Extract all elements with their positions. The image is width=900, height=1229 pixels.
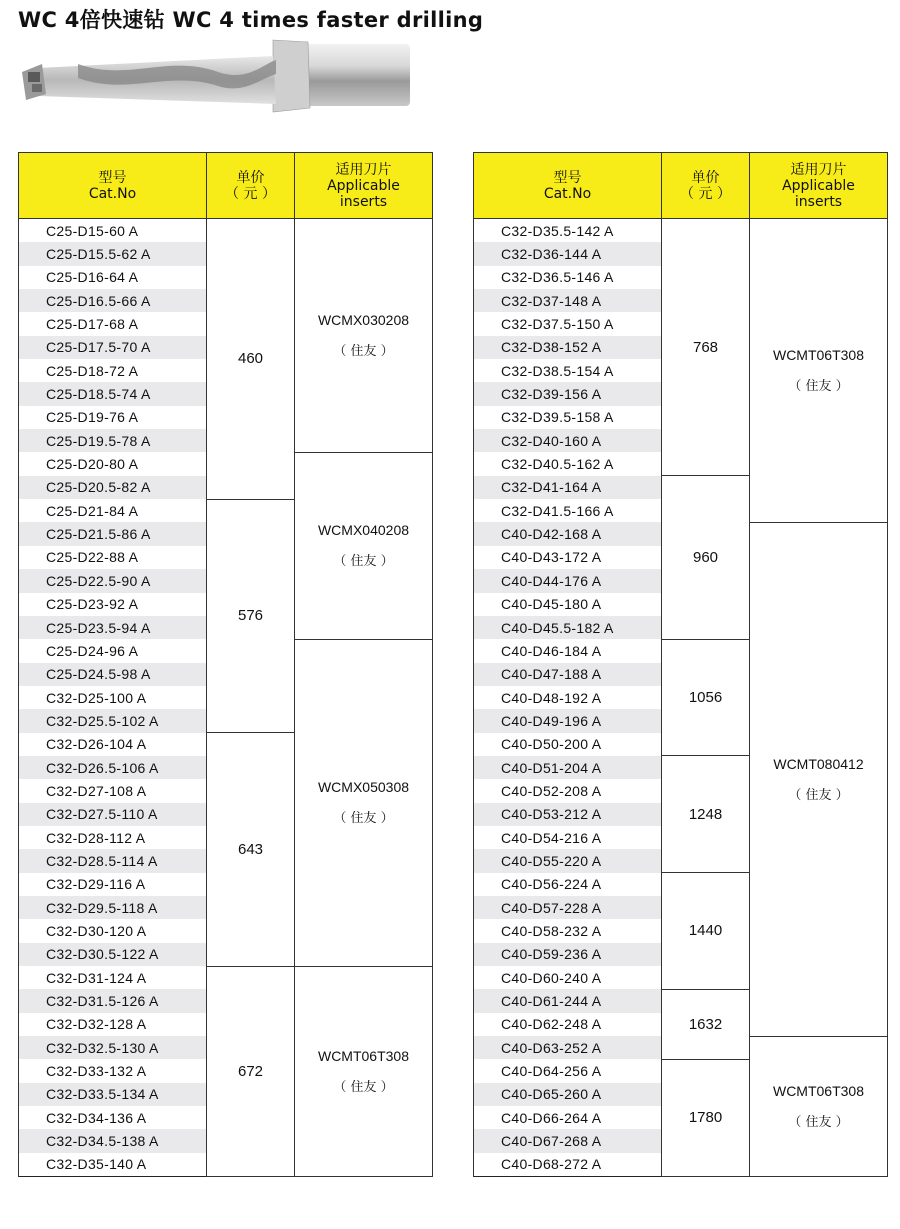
cat-no-cell: C40-D53-212 A xyxy=(474,803,662,826)
cat-no-cell: C40-D58-232 A xyxy=(474,919,662,942)
insert-cell xyxy=(295,219,433,453)
cat-no-cell: C32-D30.5-122 A xyxy=(19,943,207,966)
cat-no-cell: C32-D26-104 A xyxy=(19,733,207,756)
cat-no-cell: C32-D39-156 A xyxy=(474,382,662,405)
cat-no-cell: C32-D29.5-118 A xyxy=(19,896,207,919)
left-table-body xyxy=(19,219,433,1177)
cat-no-cell: C32-D29-116 A xyxy=(19,873,207,896)
insert-maker: （ 住友 ） xyxy=(333,811,394,827)
price-cell: 1440 xyxy=(662,873,750,990)
cat-no-cell: C25-D24.5-98 A xyxy=(19,663,207,686)
cat-no-cell: C40-D60-240 A xyxy=(474,966,662,989)
cat-no-cell: C32-D25.5-102 A xyxy=(19,709,207,732)
cat-no-cell: C25-D23-92 A xyxy=(19,593,207,616)
header-price: 单价 （ 元 ） xyxy=(207,153,295,219)
cat-no-cell: C32-D27.5-110 A xyxy=(19,803,207,826)
table-row xyxy=(19,219,433,243)
right-table-body xyxy=(474,219,888,1177)
page-title: WC 4倍快速钻 WC 4 times faster drilling xyxy=(18,8,484,32)
cat-no-cell: C32-D34-136 A xyxy=(19,1106,207,1129)
cat-no-cell: C40-D51-204 A xyxy=(474,756,662,779)
cat-no-cell: C40-D48-192 A xyxy=(474,686,662,709)
cat-no-cell: C32-D39.5-158 A xyxy=(474,406,662,429)
cat-no-cell: C25-D24-96 A xyxy=(19,639,207,662)
right-header-row xyxy=(474,153,888,219)
cat-no-cell: C25-D20.5-82 A xyxy=(19,476,207,499)
cat-no-cell: C32-D25-100 A xyxy=(19,686,207,709)
cat-no-cell: C40-D65-260 A xyxy=(474,1083,662,1106)
cat-no-cell: C40-D56-224 A xyxy=(474,873,662,896)
cat-no-cell: C32-D41.5-166 A xyxy=(474,499,662,522)
insert-cell xyxy=(750,1036,888,1177)
right-table xyxy=(473,152,888,1177)
left-table xyxy=(18,152,433,1177)
price-cell: 643 xyxy=(207,733,295,966)
price-cell: 1632 xyxy=(662,989,750,1059)
cat-no-cell: C40-D57-228 A xyxy=(474,896,662,919)
cat-no-cell: C40-D42-168 A xyxy=(474,522,662,545)
insert-maker: （ 住友 ） xyxy=(333,343,394,359)
insert-code: WCMX050308 xyxy=(317,779,410,796)
insert-code: WCMX030208 xyxy=(317,311,410,328)
cat-no-cell: C32-D40-160 A xyxy=(474,429,662,452)
insert-cell xyxy=(750,219,888,523)
insert-maker: （ 住友 ） xyxy=(788,787,849,803)
cat-no-cell: C40-D54-216 A xyxy=(474,826,662,849)
header-inserts: 适用刀片 Applicable inserts xyxy=(295,153,433,219)
cat-no-cell: C40-D64-256 A xyxy=(474,1059,662,1082)
cat-no-cell: C32-D37.5-150 A xyxy=(474,312,662,335)
cat-no-cell: C40-D44-176 A xyxy=(474,569,662,592)
insert-cell xyxy=(295,452,433,639)
cat-no-cell: C25-D17-68 A xyxy=(19,312,207,335)
price-cell: 768 xyxy=(662,219,750,476)
cat-no-cell: C40-D49-196 A xyxy=(474,709,662,732)
cat-no-cell: C25-D15-60 A xyxy=(19,219,207,243)
cat-no-cell: C40-D63-252 A xyxy=(474,1036,662,1059)
header-inserts: 适用刀片 Applicable inserts xyxy=(750,153,888,219)
cat-no-cell: C40-D45.5-182 A xyxy=(474,616,662,639)
cat-no-cell: C40-D46-184 A xyxy=(474,639,662,662)
header-price: 单价 （ 元 ） xyxy=(662,153,750,219)
cat-no-cell: C32-D36.5-146 A xyxy=(474,266,662,289)
cat-no-cell: C32-D26.5-106 A xyxy=(19,756,207,779)
insert-code: WCMT06T308 xyxy=(772,346,865,363)
cat-no-cell: C40-D43-172 A xyxy=(474,546,662,569)
cat-no-cell: C32-D41-164 A xyxy=(474,476,662,499)
cat-no-cell: C25-D21-84 A xyxy=(19,499,207,522)
cat-no-cell: C32-D36-144 A xyxy=(474,242,662,265)
cat-no-cell: C25-D22.5-90 A xyxy=(19,569,207,592)
cat-no-cell: C25-D15.5-62 A xyxy=(19,242,207,265)
insert-cell xyxy=(295,966,433,1177)
cat-no-cell: C25-D16.5-66 A xyxy=(19,289,207,312)
cat-no-cell: C40-D61-244 A xyxy=(474,989,662,1012)
cat-no-cell: C25-D17.5-70 A xyxy=(19,336,207,359)
cat-no-cell: C25-D19.5-78 A xyxy=(19,429,207,452)
insert-code: WCMX040208 xyxy=(317,522,410,539)
cat-no-cell: C32-D38-152 A xyxy=(474,336,662,359)
insert-maker: （ 住友 ） xyxy=(788,378,849,394)
price-cell: 576 xyxy=(207,499,295,732)
header-cat-no: 型号 Cat.No xyxy=(19,153,207,219)
cat-no-cell: C40-D52-208 A xyxy=(474,779,662,802)
cat-no-cell: C25-D21.5-86 A xyxy=(19,522,207,545)
cat-no-cell: C32-D35-140 A xyxy=(19,1153,207,1177)
cat-no-cell: C25-D20-80 A xyxy=(19,452,207,475)
cat-no-cell: C32-D37-148 A xyxy=(474,289,662,312)
price-cell: 1248 xyxy=(662,756,750,873)
cat-no-cell: C25-D19-76 A xyxy=(19,406,207,429)
cat-no-cell: C32-D34.5-138 A xyxy=(19,1129,207,1152)
drill-image xyxy=(18,34,418,134)
cat-no-cell: C40-D45-180 A xyxy=(474,593,662,616)
cat-no-cell: C32-D32-128 A xyxy=(19,1013,207,1036)
insert-maker: （ 住友 ） xyxy=(333,554,394,570)
cat-no-cell: C25-D18-72 A xyxy=(19,359,207,382)
cat-no-cell: C40-D55-220 A xyxy=(474,849,662,872)
cat-no-cell: C40-D66-264 A xyxy=(474,1106,662,1129)
price-cell: 1056 xyxy=(662,639,750,756)
cat-no-cell: C32-D32.5-130 A xyxy=(19,1036,207,1059)
insert-maker: （ 住友 ） xyxy=(333,1079,394,1095)
cat-no-cell: C25-D16-64 A xyxy=(19,266,207,289)
insert-code: WCMT06T308 xyxy=(317,1047,410,1064)
cat-no-cell: C25-D23.5-94 A xyxy=(19,616,207,639)
cat-no-cell: C32-D27-108 A xyxy=(19,779,207,802)
table-row xyxy=(474,219,888,243)
cat-no-cell: C32-D38.5-154 A xyxy=(474,359,662,382)
insert-cell xyxy=(295,639,433,966)
cat-no-cell: C32-D31-124 A xyxy=(19,966,207,989)
cat-no-cell: C32-D35.5-142 A xyxy=(474,219,662,243)
cat-no-cell: C40-D62-248 A xyxy=(474,1013,662,1036)
cat-no-cell: C25-D18.5-74 A xyxy=(19,382,207,405)
cat-no-cell: C32-D30-120 A xyxy=(19,919,207,942)
cat-no-cell: C40-D59-236 A xyxy=(474,943,662,966)
cat-no-cell: C40-D50-200 A xyxy=(474,733,662,756)
price-cell: 672 xyxy=(207,966,295,1177)
cat-no-cell: C32-D33-132 A xyxy=(19,1059,207,1082)
price-cell: 460 xyxy=(207,219,295,500)
price-cell: 960 xyxy=(662,476,750,639)
header-cat-no: 型号 Cat.No xyxy=(474,153,662,219)
price-cell: 1780 xyxy=(662,1059,750,1176)
insert-code: WCMT080412 xyxy=(773,755,864,772)
cat-no-cell: C32-D33.5-134 A xyxy=(19,1083,207,1106)
cat-no-cell: C25-D22-88 A xyxy=(19,546,207,569)
cat-no-cell: C32-D31.5-126 A xyxy=(19,989,207,1012)
cat-no-cell: C40-D68-272 A xyxy=(474,1153,662,1177)
insert-cell xyxy=(750,522,888,1036)
insert-maker: （ 住友 ） xyxy=(788,1114,849,1130)
left-header-row xyxy=(19,153,433,219)
cat-no-cell: C32-D28-112 A xyxy=(19,826,207,849)
insert-code: WCMT06T308 xyxy=(772,1082,865,1099)
cat-no-cell: C32-D40.5-162 A xyxy=(474,452,662,475)
cat-no-cell: C32-D28.5-114 A xyxy=(19,849,207,872)
cat-no-cell: C40-D67-268 A xyxy=(474,1129,662,1152)
cat-no-cell: C40-D47-188 A xyxy=(474,663,662,686)
table-row xyxy=(19,966,433,989)
